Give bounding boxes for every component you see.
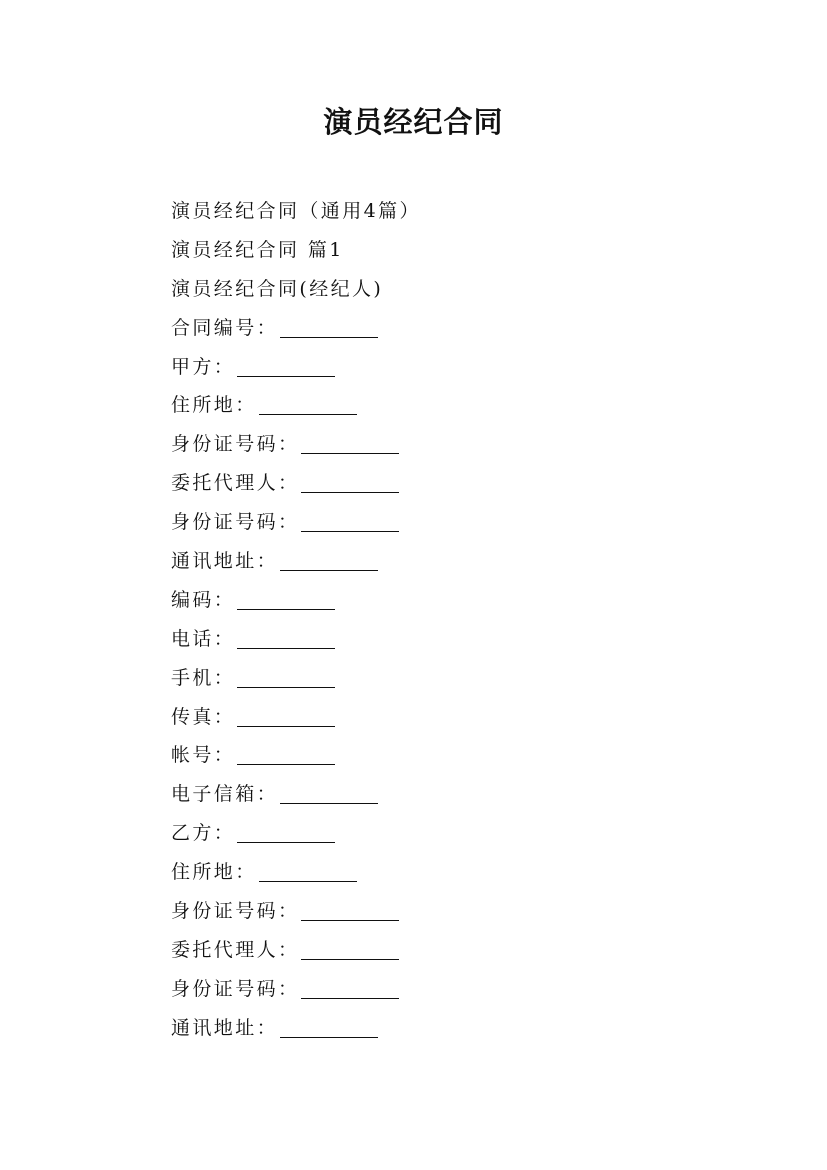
line-label: 手机： [171, 666, 236, 689]
form-field-line [171, 620, 731, 659]
fill-in-blank [259, 394, 357, 415]
form-field-line [171, 1009, 731, 1048]
fill-in-blank [237, 822, 335, 843]
form-field-line [171, 503, 731, 542]
fill-in-blank [237, 356, 335, 377]
form-field-line [171, 892, 731, 931]
fill-in-blank [280, 783, 378, 804]
fill-in-blank [237, 628, 335, 649]
line-label: 通讯地址： [171, 550, 279, 573]
line-label: 编码： [171, 588, 236, 611]
form-field-line [171, 581, 731, 620]
line-label: 身份证号码： [171, 977, 300, 1000]
fill-in-blank [237, 744, 335, 765]
fill-in-blank [301, 511, 399, 532]
line-label: 委托代理人： [171, 472, 300, 495]
line-label: 身份证号码： [171, 900, 300, 923]
form-field-line [171, 775, 731, 814]
form-field-line [171, 542, 731, 581]
form-field-line [171, 931, 731, 970]
fill-in-blank [301, 978, 399, 999]
line-label: 演员经纪合同 篇1 [171, 238, 344, 261]
fill-in-blank [237, 589, 335, 610]
form-field-line [171, 659, 731, 698]
form-field-line [171, 386, 731, 425]
line-label: 住所地： [171, 394, 257, 417]
fill-in-blank [301, 939, 399, 960]
line-label: 住所地： [171, 861, 257, 884]
line-label: 身份证号码： [171, 511, 300, 534]
document-body [171, 192, 731, 1048]
form-field-line [171, 853, 731, 892]
line-label: 甲方： [171, 355, 236, 378]
line-label: 合同编号： [171, 316, 279, 339]
fill-in-blank [280, 1017, 378, 1038]
text-line [171, 192, 731, 231]
form-field-line [171, 970, 731, 1009]
line-label: 身份证号码： [171, 433, 300, 456]
line-label: 演员经纪合同（通用4篇） [171, 200, 421, 222]
fill-in-blank [301, 433, 399, 454]
fill-in-blank [237, 706, 335, 727]
line-label: 电话： [171, 627, 236, 650]
line-label: 演员经纪合同(经纪人) [171, 277, 384, 300]
form-field-line [171, 309, 731, 348]
fill-in-blank [301, 900, 399, 921]
fill-in-blank [280, 550, 378, 571]
form-field-line [171, 348, 731, 387]
form-field-line [171, 464, 731, 503]
line-label: 电子信箱： [171, 783, 279, 806]
line-label: 传真： [171, 705, 236, 728]
text-line [171, 270, 731, 309]
form-field-line [171, 814, 731, 853]
fill-in-blank [280, 317, 378, 338]
line-label: 委托代理人： [171, 938, 300, 961]
line-label: 通讯地址： [171, 1016, 279, 1039]
line-label: 乙方： [171, 822, 236, 845]
line-label: 帐号： [171, 744, 236, 767]
form-field-line [171, 425, 731, 464]
fill-in-blank [237, 667, 335, 688]
form-field-line [171, 736, 731, 775]
fill-in-blank [301, 472, 399, 493]
fill-in-blank [259, 861, 357, 882]
text-line [171, 231, 731, 270]
document-title: 演员经纪合同 [323, 105, 504, 139]
form-field-line [171, 698, 731, 737]
